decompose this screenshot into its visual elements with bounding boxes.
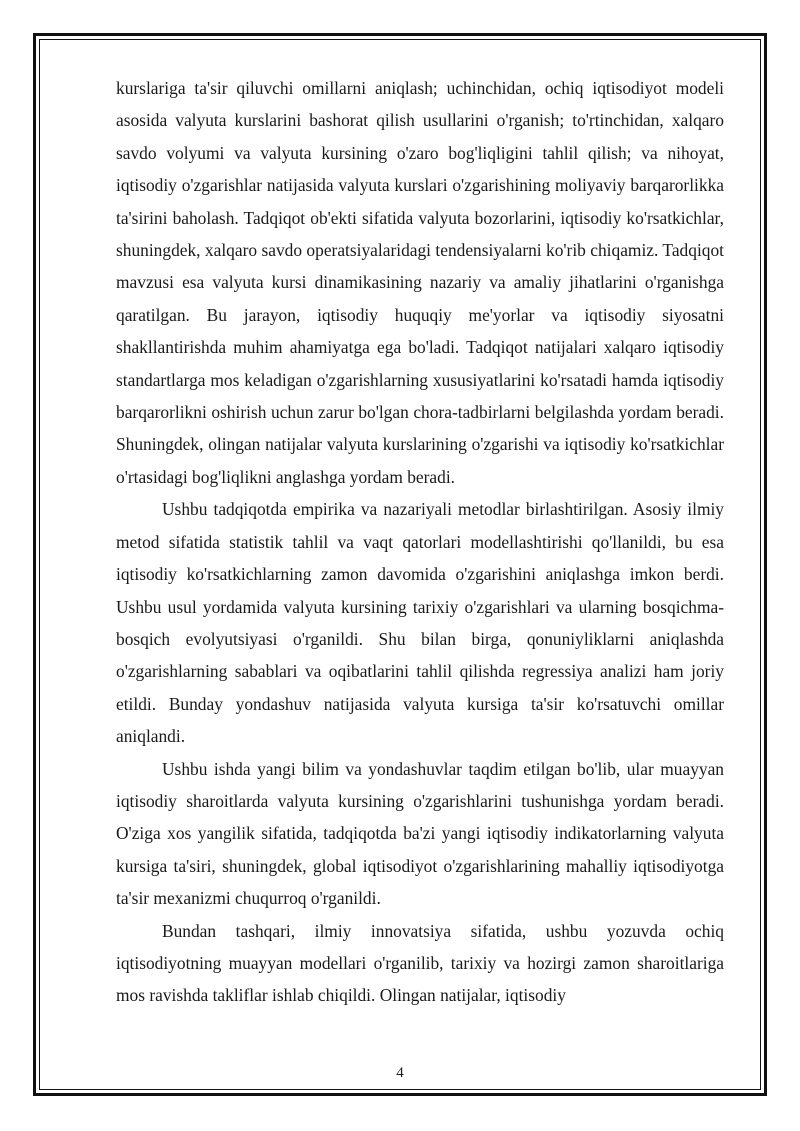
page-number: 4 bbox=[396, 1065, 404, 1081]
paragraph-2: Ushbu tadqiqotda empirika va nazariyali metodlar birlashtirilgan. Asosiy ilmiy metod sifatida statistik tahlil va vaqt qatorlari modellashtirishi qo'llanildi, bu esa iqtisodiy ko'rsatkichlarning zamon davomida o'zgarishini aniqlashga imkon berdi. Ushbu usul yordamida valyuta kursining tarixiy o'zgarishlari va ularning bosqichma-bosqich evolyutsiyasi o'rganildi. Shu bilan birga, qonuniyliklarni aniqlashda o'zgarishlarning sabablari va oqibatlarini tahlil qilishda regressiya analizi ham joriy etildi. Bunday yondashuv natijasida valyuta kursiga ta'sir ko'rsatuvchi omillar aniqlandi. bbox=[116, 499, 724, 747]
document-body bbox=[116, 72, 724, 1012]
paragraph-1: kurslariga ta'sir qiluvchi omillarni aniqlash; uchinchidan, ochiq iqtisodiyot modeli asosida valyuta kurslarini bashorat qilish usullarini o'rganish; to'rtinchidan, xalqaro savdo volyumi va valyuta kursining o'zaro bog'liqligini tahlil qilish; va nihoyat, iqtisodiy o'zgarishlar natijasida valyuta kurslari o'zgarishining moliyaviy barqarorlikka ta'sirini baholash. Tadqiqot ob'ekti sifatida valyuta bozorlarini, iqtisodiy ko'rsatkichlar, shuningdek, xalqaro savdo operatsiyalaridagi tendensiyalarni ko'rib chiqamiz. Tadqiqot mavzusi esa valyuta kursi dinamikasining nazariy va amaliy jihatlarini o'rganishga qaratilgan. Bu jarayon, iqtisodiy huquqiy me'yorlar va iqtisodiy siyosatni shakllantirishda muhim ahamiyatga ega bo'ladi. Tadqiqot natijalari xalqaro iqtisodiy standartlarga mos keladigan o'zgarishlarning xususiyatlarini ko'rsatadi hamda iqtisodiy barqarorlikni oshirish uchun zarur bo'lgan chora-tadbirlarni belgilashda yordam beradi. Shuningdek, olingan natijalar valyuta kurslarining o'zgarishi va iqtisodiy ko'rsatkichlar o'rtasidagi bog'liqlikni anglashga yordam beradi. bbox=[116, 78, 724, 487]
paragraph-4: Bundan tashqari, ilmiy innovatsiya sifatida, ushbu yozuvda ochiq iqtisodiyotning muayyan modellari o'rganilib, tarixiy va hozirgi zamon sharoitlariga mos ravishda takliflar ishlab chiqildi. Olingan natijalar, iqtisodiy bbox=[116, 920, 724, 1006]
paragraph-3: Ushbu ishda yangi bilim va yondashuvlar taqdim etilgan bo'lib, ular muayyan iqtisodiy sharoitlarda valyuta kursining o'zgarishlarini tushunishga yordam beradi. O'ziga xos yangilik sifatida, tadqiqotda ba'zi yangi iqtisodiy indikatorlarning valyuta kursiga ta'siri, shuningdek, global iqtisodiyot o'zgarishlarining mahalliy iqtisodiyotga ta'sir mexanizmi chuqurroq o'rganildi. bbox=[116, 758, 724, 909]
